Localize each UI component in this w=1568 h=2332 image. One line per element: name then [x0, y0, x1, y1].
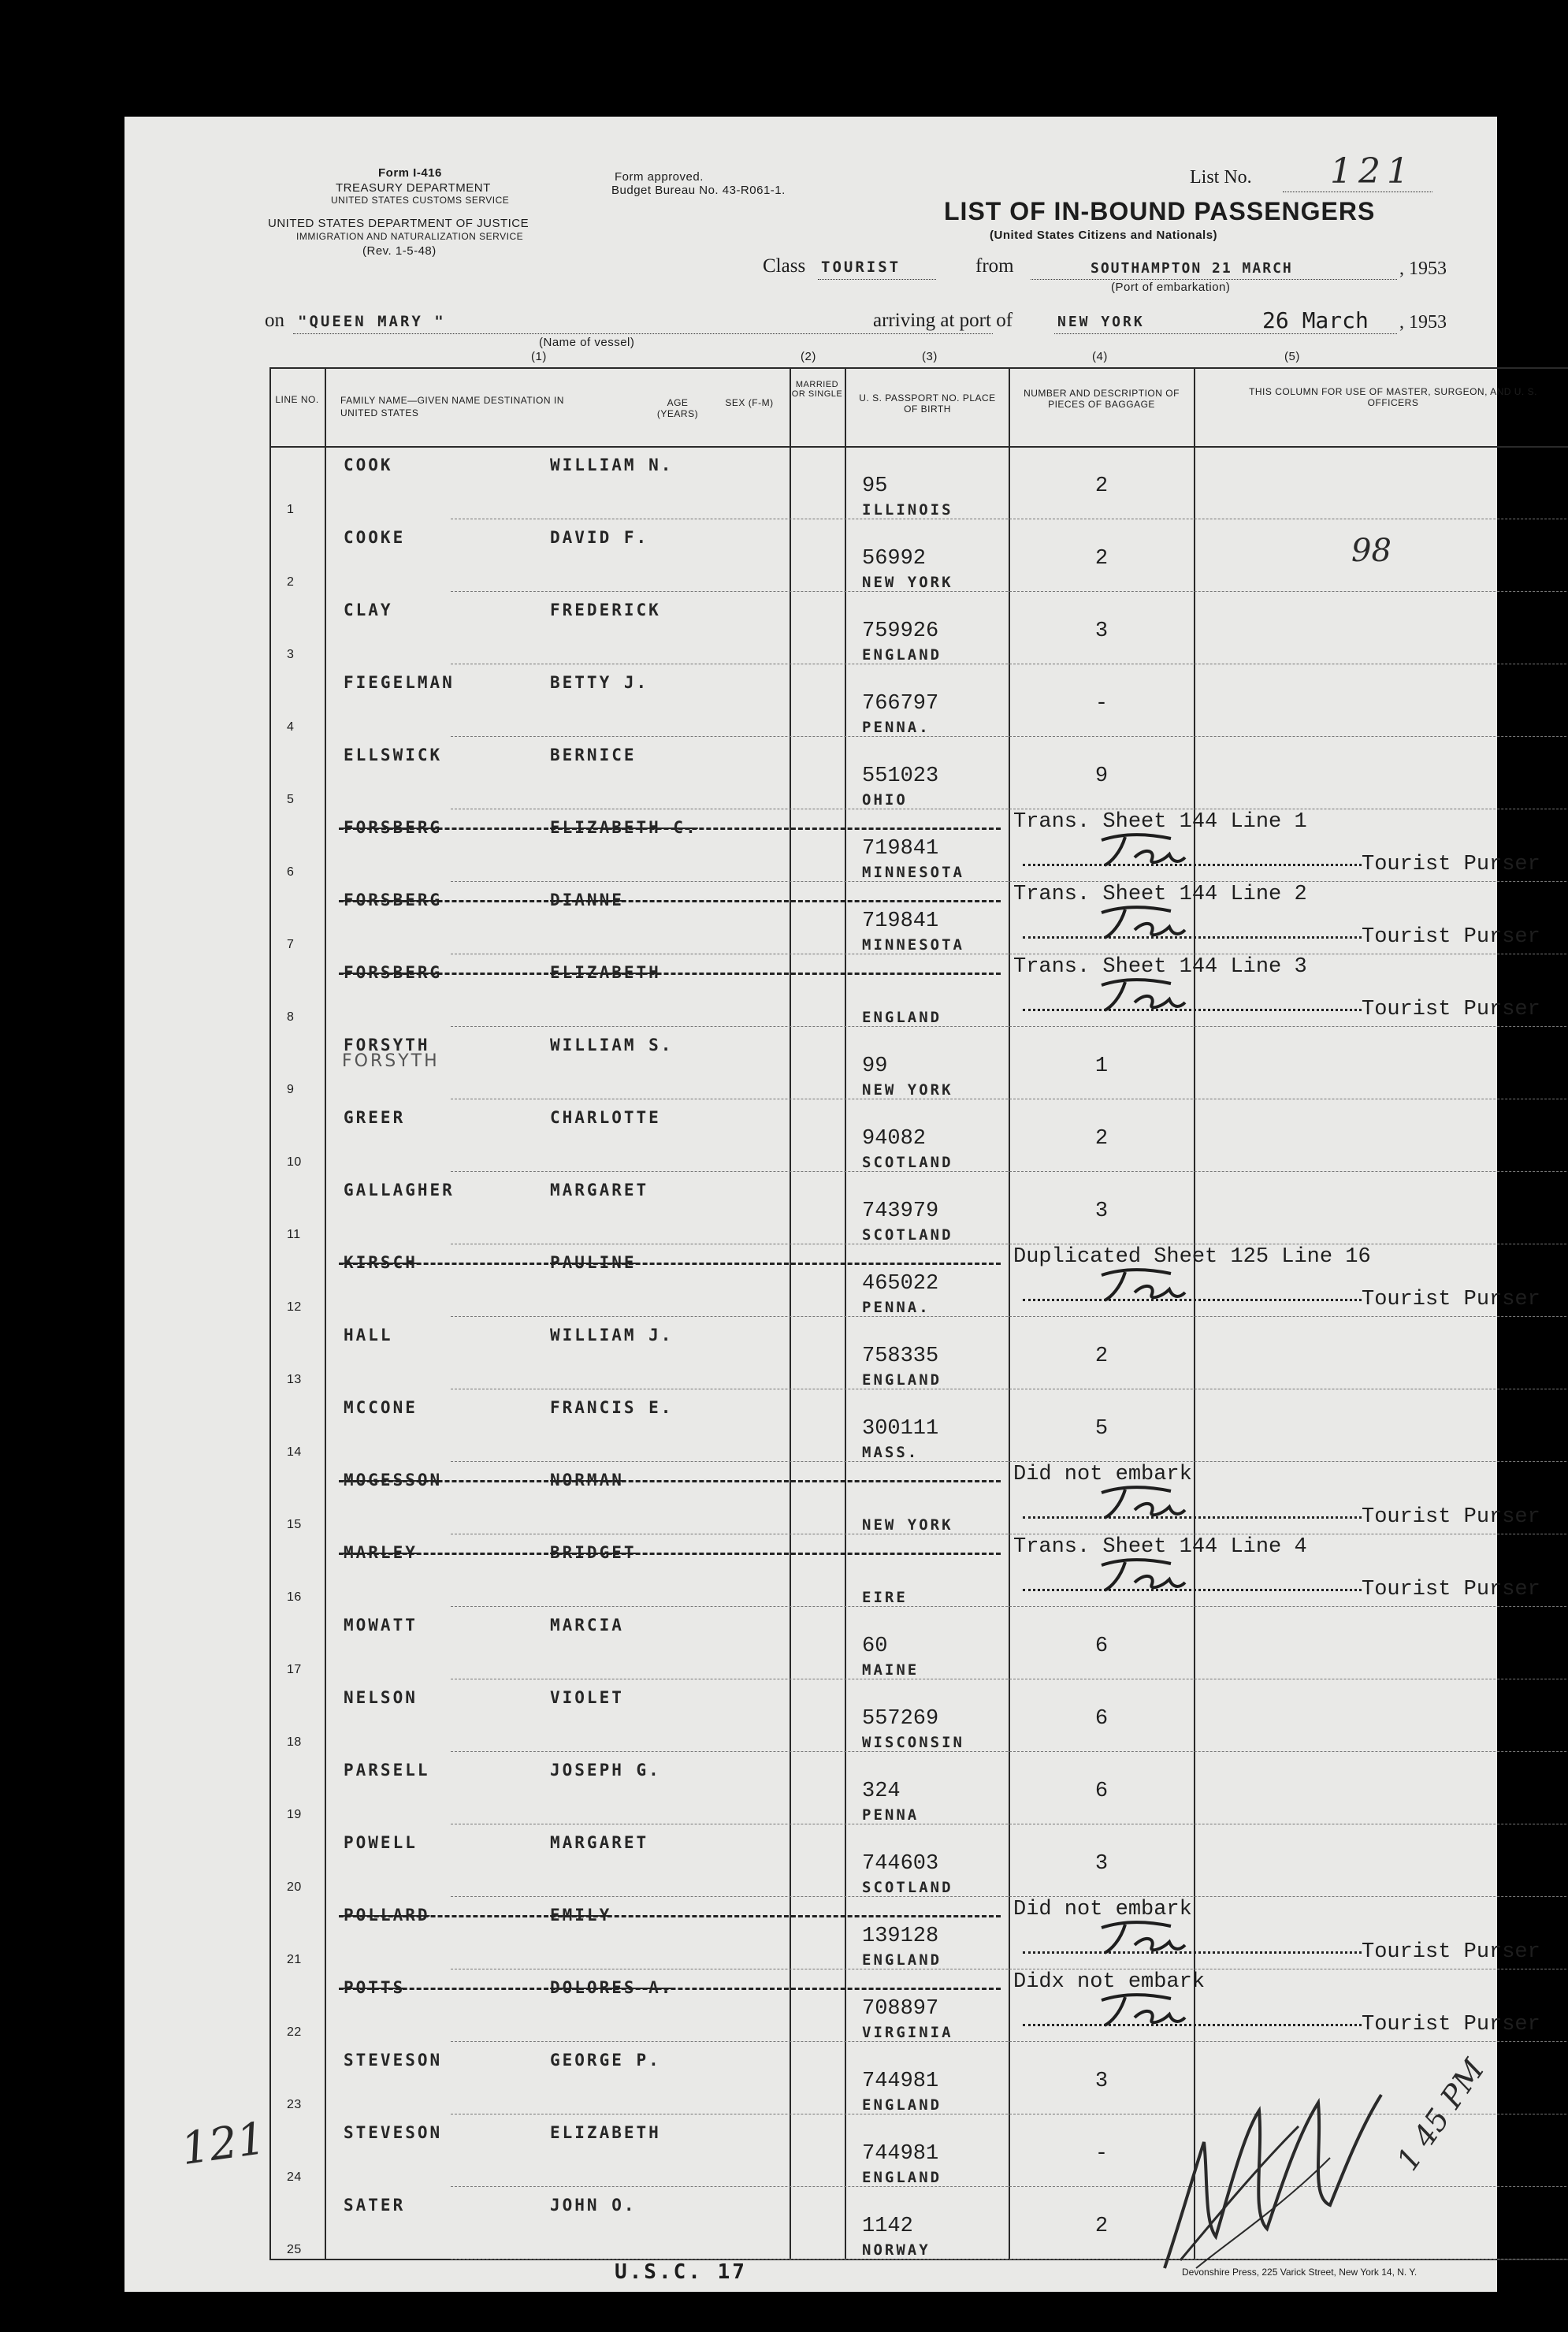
passport-number: 465022	[862, 1272, 939, 1296]
row-separator	[451, 1026, 1568, 1027]
place-of-birth: ENGLAND	[862, 646, 942, 664]
line-number: 17	[287, 1663, 302, 1676]
given-name: DOLORES A.	[550, 1978, 674, 1997]
given-name: FRANCIS E.	[550, 1398, 674, 1417]
passport-number: 60	[862, 1635, 888, 1658]
passport-number: 744981	[862, 2142, 939, 2166]
line-number: 19	[287, 1808, 302, 1821]
row-separator	[451, 1751, 1568, 1752]
disposition-note: Trans. Sheet 144 Line 1	[1013, 810, 1307, 834]
arrival-port: NEW YORK	[1057, 314, 1145, 330]
passport-number: 719841	[862, 909, 939, 933]
family-name: POLLARD	[344, 1906, 430, 1925]
col-sex: SEX (F-M)	[725, 397, 774, 408]
baggage-count: 3	[1094, 1852, 1109, 1876]
inspector-signature	[1149, 2079, 1401, 2276]
baggage-count: 6	[1094, 1780, 1109, 1803]
family-name: POWELL	[344, 1833, 418, 1852]
usc-number: U.S.C. 17	[615, 2260, 747, 2284]
strike-line	[339, 828, 1001, 830]
passport-number: 551023	[862, 764, 939, 788]
class-value: TOURIST	[821, 258, 901, 276]
row-separator	[451, 736, 1568, 737]
family-name: GREER	[344, 1108, 406, 1127]
baggage-count: 1	[1094, 1054, 1109, 1078]
given-name: JOHN O.	[550, 2196, 637, 2215]
manifest-page	[124, 117, 1540, 2292]
place-of-birth: PENNA	[862, 1806, 920, 1824]
given-name: WILLIAM N.	[550, 456, 674, 474]
passport-number: 758335	[862, 1345, 939, 1368]
passport-number: 744981	[862, 2070, 939, 2093]
family-name: FORSYTH	[344, 1036, 430, 1054]
family-name: FORSBERG	[344, 963, 443, 982]
place-of-birth: NEW YORK	[862, 1516, 953, 1534]
purser-label: Tourist Purser	[1362, 925, 1540, 949]
family-name: HALL	[344, 1326, 393, 1345]
baggage-count: 3	[1094, 619, 1109, 643]
passport-number: 708897	[862, 1997, 939, 2021]
given-name: NORMAN	[550, 1471, 624, 1490]
place-of-birth: SCOTLAND	[862, 1154, 953, 1171]
arrival-date: 26 March	[1262, 307, 1369, 333]
passport-number: 95	[862, 474, 888, 498]
baggage-count: -	[1094, 2142, 1109, 2166]
disposition-note: Trans. Sheet 144 Line 3	[1013, 955, 1307, 979]
passport-number: 766797	[862, 692, 939, 716]
place-of-birth: MAINE	[862, 1661, 920, 1679]
given-name: BETTY J.	[550, 673, 649, 692]
justice-dept: UNITED STATES DEPARTMENT OF JUSTICE	[268, 217, 529, 230]
line-number: 12	[287, 1300, 302, 1314]
family-name: MOGESSON	[344, 1471, 443, 1490]
given-name: ELIZABETH	[550, 963, 661, 982]
col-married: MARRIED OR SINGLE	[791, 380, 843, 399]
purser-initials	[1094, 1483, 1188, 1523]
purser-initials	[1094, 1918, 1188, 1958]
passport-number: 719841	[862, 837, 939, 861]
budget-bureau: Budget Bureau No. 43-R061-1.	[611, 184, 786, 197]
line-number: 22	[287, 2025, 302, 2039]
family-name: COOK	[344, 456, 393, 474]
line-number: 25	[287, 2243, 302, 2256]
family-name: POTTS	[344, 1978, 406, 1997]
family-name: ELLSWICK	[344, 746, 443, 764]
given-name: BERNICE	[550, 746, 637, 764]
strike-line	[339, 1553, 1001, 1555]
family-name: CLAY	[344, 601, 393, 619]
col-num-2: (2)	[801, 350, 816, 363]
given-name: MARGARET	[550, 1833, 649, 1852]
purser-initials	[1094, 831, 1188, 870]
line-number: 18	[287, 1735, 302, 1749]
disposition-note: Duplicated Sheet 125 Line 16	[1013, 1245, 1371, 1269]
dotted-leader	[1023, 1009, 1362, 1011]
row-separator	[451, 1606, 1568, 1607]
purser-label: Tourist Purser	[1362, 853, 1540, 876]
dotted-leader	[1023, 1299, 1362, 1301]
col-name: FAMILY NAME—GIVEN NAME DESTINATION IN UNITED STATES	[340, 395, 564, 418]
purser-label: Tourist Purser	[1362, 1940, 1540, 1964]
row-separator	[451, 1461, 1568, 1462]
family-name: STEVESON	[344, 2051, 443, 2070]
place-of-birth: SCOTLAND	[862, 1879, 953, 1896]
place-of-birth: ENGLAND	[862, 1951, 942, 1969]
purser-initials	[1094, 903, 1188, 943]
passport-number: 744603	[862, 1852, 939, 1876]
family-name: SATER	[344, 2196, 406, 2215]
press-imprint: Devonshire Press, 225 Varick Street, New York 14, N. Y.	[1182, 2267, 1418, 2278]
line-number: 7	[287, 938, 295, 951]
col-age: AGE (YEARS)	[656, 397, 699, 419]
family-name: KIRSCH	[344, 1253, 418, 1272]
given-name: GEORGE P.	[550, 2051, 661, 2070]
given-name: DAVID F.	[550, 528, 649, 547]
revision: (Rev. 1-5-48)	[362, 244, 437, 258]
given-name: MARGARET	[550, 1181, 649, 1199]
place-of-birth: SCOTLAND	[862, 1226, 953, 1244]
dotted-leader	[1023, 864, 1362, 866]
passport-number: 139128	[862, 1925, 939, 1948]
baggage-count: 2	[1094, 2215, 1109, 2238]
line-number: 21	[287, 1953, 302, 1966]
place-of-birth: ENGLAND	[862, 1009, 942, 1026]
purser-initials	[1094, 976, 1188, 1015]
line-number: 10	[287, 1155, 302, 1169]
given-name: DIANNE	[550, 891, 624, 909]
dotted-leader	[1023, 2024, 1362, 2026]
place-of-birth: ENGLAND	[862, 1371, 942, 1389]
place-of-birth: WISCONSIN	[862, 1734, 964, 1751]
family-name: STEVESON	[344, 2123, 443, 2142]
row-separator	[451, 1896, 1568, 1897]
arrival-year: , 1953	[1399, 312, 1447, 333]
given-name: ELIZABETH C.	[550, 818, 698, 837]
row-separator	[451, 2041, 1568, 2042]
line-number: 13	[287, 1373, 302, 1386]
baggage-count: -	[1094, 692, 1109, 716]
line-number: 20	[287, 1880, 302, 1894]
baggage-count: 2	[1094, 1127, 1109, 1151]
strike-line	[339, 1988, 1001, 1990]
disposition-note: Trans. Sheet 144 Line 4	[1013, 1535, 1307, 1559]
family-name: GALLAGHER	[344, 1181, 455, 1199]
given-name: WILLIAM S.	[550, 1036, 674, 1054]
line-number: 16	[287, 1590, 302, 1604]
disposition-note: Did not embark	[1013, 1463, 1192, 1486]
family-name: PARSELL	[344, 1761, 430, 1780]
passport-number: 1142	[862, 2215, 913, 2238]
disposition-note: Did not embark	[1013, 1898, 1192, 1921]
family-name: MARLEY	[344, 1543, 418, 1562]
baggage-count: 6	[1094, 1635, 1109, 1658]
place-of-birth: ENGLAND	[862, 2096, 942, 2114]
dotted-leader	[1023, 1589, 1362, 1591]
table-header-rule	[269, 446, 1568, 448]
passport-number: 759926	[862, 619, 939, 643]
place-of-birth: VIRGINIA	[862, 2024, 953, 2041]
family-name: NELSON	[344, 1688, 418, 1707]
row-separator	[451, 1171, 1568, 1172]
from-label: from	[975, 255, 1014, 277]
col-num-3: (3)	[922, 350, 938, 363]
purser-label: Tourist Purser	[1362, 2013, 1540, 2036]
class-label: Class	[763, 255, 806, 277]
disposition-note: Trans. Sheet 144 Line 2	[1013, 883, 1307, 906]
purser-label: Tourist Purser	[1362, 998, 1540, 1021]
forsyth-correction: FORSYTH	[342, 1051, 440, 1071]
purser-label: Tourist Purser	[1362, 1505, 1540, 1529]
officer-mark: 98	[1351, 533, 1392, 569]
page-title: LIST OF IN-BOUND PASSENGERS	[944, 197, 1376, 225]
row-separator	[451, 1316, 1568, 1317]
line-number: 3	[287, 648, 295, 661]
place-of-birth: EIRE	[862, 1589, 908, 1606]
dotted-leader	[1023, 1951, 1362, 1954]
baggage-count: 9	[1094, 764, 1109, 788]
col-baggage: NUMBER AND DESCRIPTION OF PIECES OF BAGGAGE	[1024, 388, 1180, 410]
line-number: 1	[287, 503, 295, 516]
line-number: 23	[287, 2098, 302, 2111]
vessel-name: "QUEEN MARY "	[298, 313, 446, 330]
passport-number: 324	[862, 1780, 901, 1803]
baggage-count: 6	[1094, 1707, 1109, 1731]
place-of-birth: OHIO	[862, 791, 908, 809]
family-name: MCCONE	[344, 1398, 418, 1417]
col-num-1: (1)	[531, 350, 547, 363]
place-of-birth: ENGLAND	[862, 2169, 942, 2186]
family-name: FORSBERG	[344, 818, 443, 837]
given-name: FREDERICK	[550, 601, 661, 619]
disposition-note: Didx not embark	[1013, 1970, 1206, 1994]
ins-service: IMMIGRATION AND NATURALIZATION SERVICE	[296, 231, 524, 242]
place-of-birth: NEW YORK	[862, 574, 953, 591]
given-name: MARCIA	[550, 1616, 624, 1635]
place-of-birth: MINNESOTA	[862, 864, 964, 881]
vessel-note: (Name of vessel)	[539, 336, 635, 349]
table-left-rule	[269, 367, 271, 2259]
family-name: MOWATT	[344, 1616, 418, 1635]
arriving-label: arriving at port of	[873, 310, 1013, 331]
passport-number: 56992	[862, 547, 927, 571]
baggage-count: 2	[1094, 474, 1109, 498]
strike-line	[339, 900, 1001, 902]
col-passport: U. S. PASSPORT NO. PLACE OF BIRTH	[859, 392, 996, 415]
line-number: 4	[287, 720, 295, 734]
baggage-count: 3	[1094, 2070, 1109, 2093]
row-separator	[451, 591, 1568, 592]
baggage-count: 2	[1094, 547, 1109, 571]
line-number: 9	[287, 1083, 295, 1096]
port-note: (Port of embarkation)	[1111, 281, 1231, 294]
col-officers: THIS COLUMN FOR USE OF MASTER, SURGEON, AND U. S. OFFICERS	[1249, 386, 1537, 408]
arrival-time-note: 1 45 PM	[1389, 2052, 1492, 2177]
list-no-label: List No.	[1190, 167, 1252, 188]
baggage-count: 2	[1094, 1345, 1109, 1368]
given-name: ELIZABETH	[550, 2123, 661, 2142]
given-name: EMILY	[550, 1906, 612, 1925]
dotted-leader	[1023, 936, 1362, 939]
place-of-birth: NEW YORK	[862, 1081, 953, 1099]
treasury-dept: TREASURY DEPARTMENT	[336, 181, 491, 195]
place-of-birth: PENNA.	[862, 1299, 931, 1316]
table-top-rule	[269, 367, 1568, 369]
place-of-birth: MASS.	[862, 1444, 920, 1461]
passport-number: 557269	[862, 1707, 939, 1731]
list-number: 121	[1330, 151, 1415, 192]
on-label: on	[265, 310, 284, 331]
embark-port: SOUTHAMPTON 21 MARCH	[1091, 260, 1293, 277]
form-approved: Form approved.	[615, 170, 704, 184]
line-number: 8	[287, 1010, 295, 1024]
given-name: VIOLET	[550, 1688, 624, 1707]
customs-service: UNITED STATES CUSTOMS SERVICE	[331, 195, 510, 206]
passport-number: 300111	[862, 1417, 939, 1441]
strike-line	[339, 1915, 1001, 1917]
purser-label: Tourist Purser	[1362, 1578, 1540, 1601]
col-num-4: (4)	[1092, 350, 1108, 363]
purser-initials	[1094, 1991, 1188, 2030]
passport-number: 743979	[862, 1199, 939, 1223]
given-name: PAULINE	[550, 1253, 637, 1272]
baggage-count: 5	[1094, 1417, 1109, 1441]
place-of-birth: PENNA.	[862, 719, 931, 736]
line-number: 14	[287, 1445, 302, 1459]
place-of-birth: MINNESOTA	[862, 936, 964, 954]
line-number: 15	[287, 1518, 302, 1531]
line-number: 11	[287, 1228, 301, 1241]
place-of-birth: NORWAY	[862, 2241, 931, 2259]
family-name: FORSBERG	[344, 891, 443, 909]
strike-line	[339, 1263, 1001, 1265]
line-number: 6	[287, 865, 295, 879]
passport-number: 94082	[862, 1127, 927, 1151]
line-number: 5	[287, 793, 295, 806]
form-number: Form I-416	[378, 166, 442, 180]
family-name: FIEGELMAN	[344, 673, 455, 692]
strike-line	[339, 1480, 1001, 1482]
line-number: 24	[287, 2170, 302, 2184]
given-name: JOSEPH G.	[550, 1761, 661, 1780]
page-subtitle: (United States Citizens and Nationals)	[990, 229, 1218, 242]
col-num-5: (5)	[1284, 350, 1300, 363]
baggage-count: 3	[1094, 1199, 1109, 1223]
margin-page-number: 121	[177, 2112, 269, 2176]
passport-number: 99	[862, 1054, 888, 1078]
from-year: , 1953	[1399, 258, 1447, 279]
purser-label: Tourist Purser	[1362, 1288, 1540, 1311]
col-line-no: LINE NO.	[275, 394, 319, 405]
given-name: BRIDGET	[550, 1543, 637, 1562]
line-number: 2	[287, 575, 295, 589]
purser-initials	[1094, 1556, 1188, 1595]
purser-initials	[1094, 1266, 1188, 1305]
given-name: WILLIAM J.	[550, 1326, 674, 1345]
family-name: COOKE	[344, 528, 406, 547]
dotted-leader	[1023, 1516, 1362, 1519]
given-name: CHARLOTTE	[550, 1108, 661, 1127]
place-of-birth: ILLINOIS	[862, 501, 953, 519]
row-separator	[451, 881, 1568, 882]
strike-line	[339, 973, 1001, 975]
